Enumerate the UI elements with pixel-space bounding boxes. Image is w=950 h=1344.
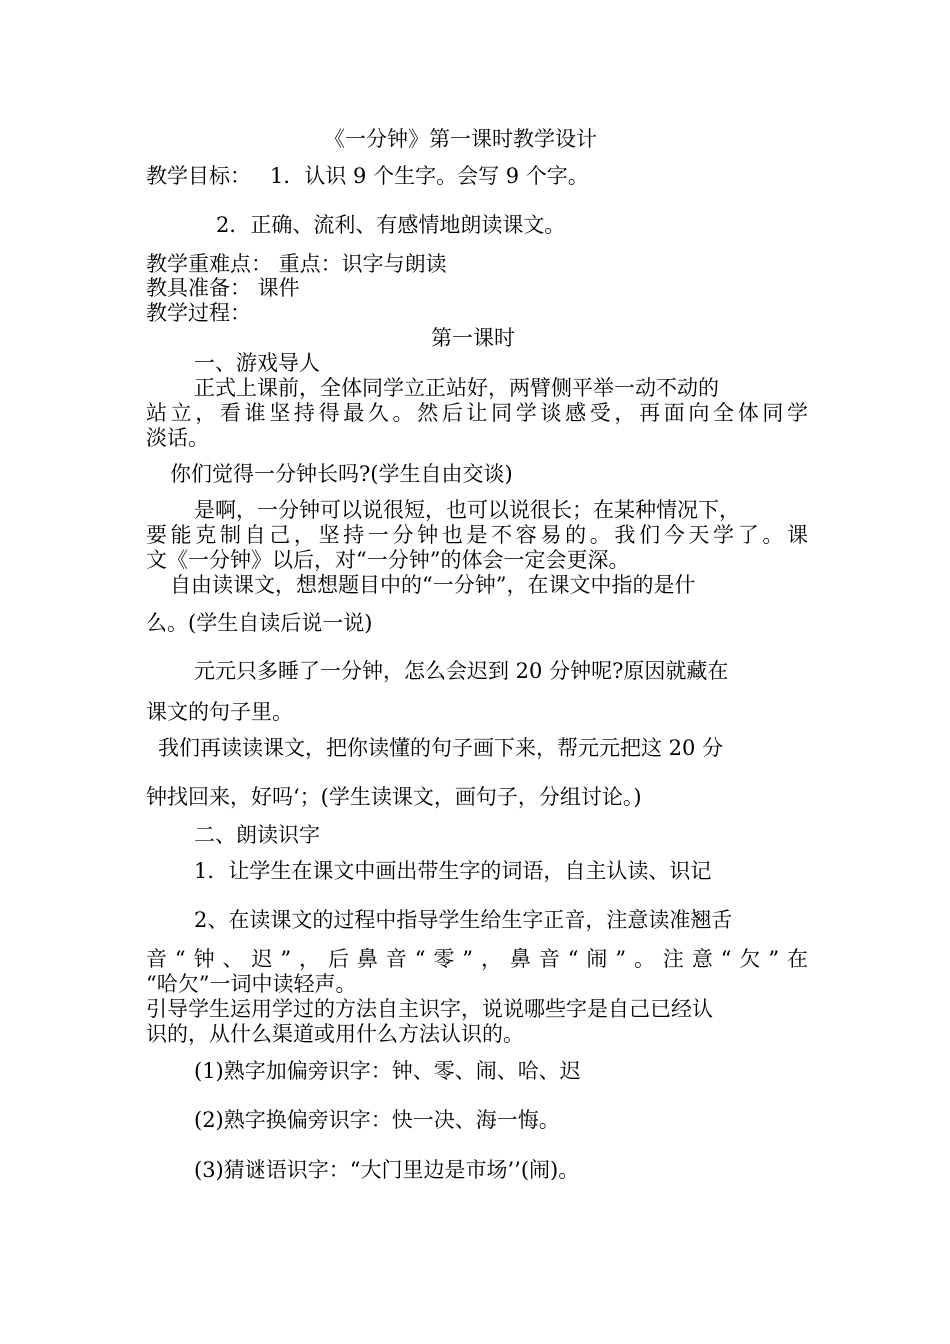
paragraph-line: 钟找回来，好吗‘；(学生读课文，画句子，分组讨论。): [146, 785, 642, 809]
paragraph-line: 淡话。: [146, 426, 209, 450]
paragraph-line: “哈欠”一词中读轻声。: [146, 972, 357, 996]
objective-item-1: 1．认识 9 个生字。会写 9 个字。: [270, 164, 589, 188]
paragraph-line: 课文的句子里。: [146, 700, 293, 724]
paragraph-line: 引导学生运用学过的方法自主识字，说说哪些字是自己已经认: [146, 997, 713, 1021]
paragraph-line: 2、在读课文的过程中指导学生给生字正音，注意读准翘舌: [194, 908, 733, 932]
list-item: (2)熟字换偏旁识字：快一决、海一悔。: [194, 1108, 560, 1132]
paragraph-line: 元元只多睡了一分钟，怎么会迟到 20 分钟呢?原因就藏在: [194, 659, 729, 683]
paragraph-line: 是啊，一分钟可以说很短，也可以说很长；在某种情况下，: [194, 498, 740, 522]
process-label: 教学过程：: [146, 301, 251, 325]
paragraph-line: 正式上课前，全体同学立正站好，两臂侧平举一动不动的: [194, 376, 719, 400]
document-title: 《一分钟》第一课时教学设计: [324, 127, 597, 151]
paragraph-line: 音“钟、迟”，后鼻音“零”，鼻音“闹”。注意“欠”在: [146, 947, 808, 971]
paragraph-line: 你们觉得一分钟长吗?(学生自由交谈): [170, 462, 513, 486]
key-points: 教学重难点： 重点：识字与朗读: [146, 252, 447, 276]
paragraph-line: 站立，看谁坚持得最久。然后让同学谈感受，再面向全体同学: [146, 401, 808, 425]
list-item: (3)猜谜语识字：“大门里边是市场’’(闹)。: [194, 1158, 580, 1182]
paragraph-line: 识的，从什么渠道或用什么方法认识的。: [146, 1022, 524, 1046]
paragraph-line: 要能克制自己，坚持一分钟也是不容易的。我们今天学了。课: [146, 523, 808, 547]
paragraph-line: 自由读课文，想想题目中的“一分钟”，在课文中指的是什: [170, 573, 696, 597]
list-item: (1)熟字加偏旁识字：钟、零、闹、哈、迟: [194, 1059, 581, 1083]
section-1-heading: 一、游戏导人: [194, 351, 320, 375]
objectives-label: 教学目标：: [146, 164, 251, 188]
paragraph-line: 么。(学生自读后说一说): [146, 611, 373, 635]
list-item: 1．让学生在课文中画出带生字的词语，自主认读、识记: [194, 859, 712, 883]
paragraph-line: 文《一分钟》以后，对“一分钟”的体会一定会更深。: [146, 548, 630, 572]
paragraph-line: 我们再读读课文，把你读懂的句子画下来，帮元元把这 20 分: [158, 736, 724, 760]
materials: 教具准备： 课件: [146, 276, 300, 300]
section-2-heading: 二、朗读识字: [194, 823, 320, 847]
lesson-heading: 第一课时: [431, 326, 515, 350]
objective-item-2: 2．正确、流利、有感情地朗读课文。: [216, 213, 566, 237]
